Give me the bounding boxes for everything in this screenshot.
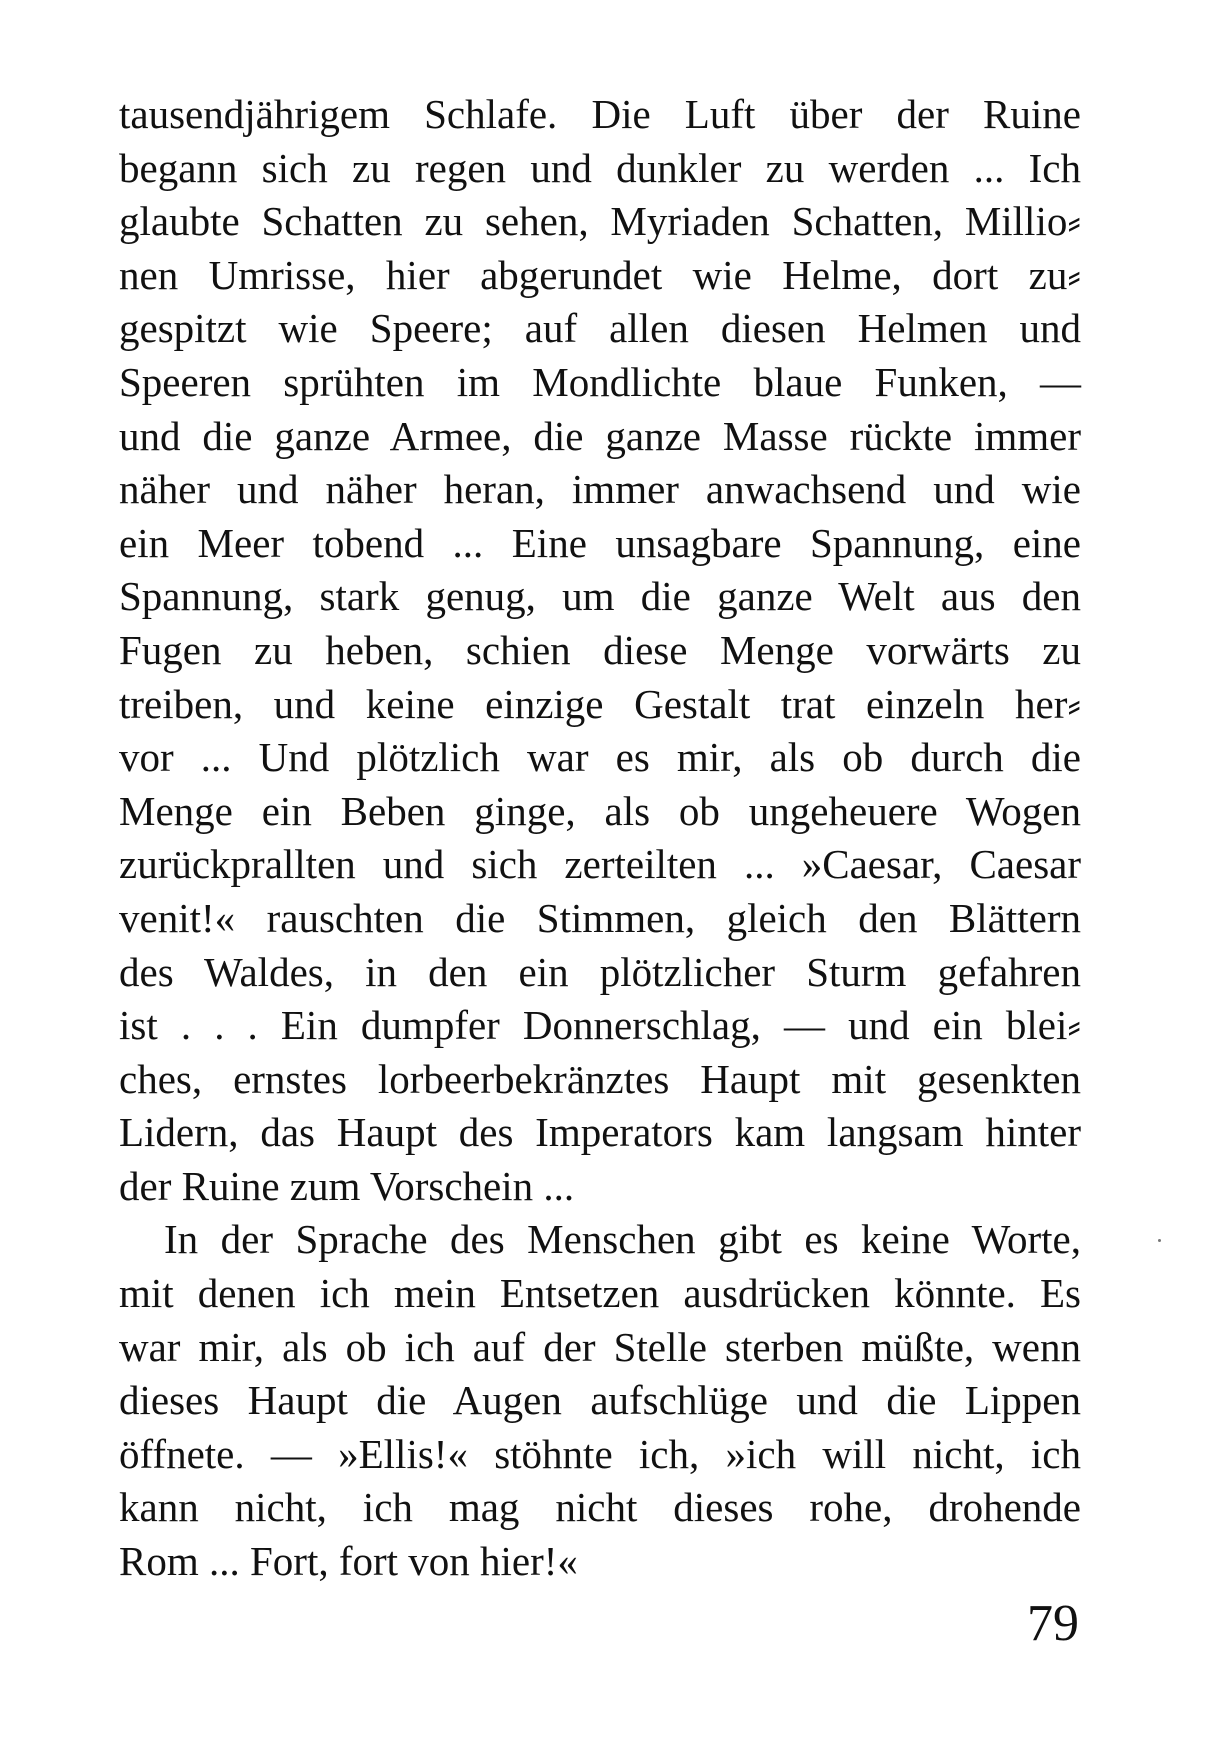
text-line: glaubte Schatten zu sehen, Myriaden Schatten, Millio⸗ bbox=[119, 198, 1081, 245]
text-line: mit denen ich mein Entsetzen ausdrücken könnte. Es bbox=[119, 1270, 1081, 1317]
text-line: der Ruine zum Vorschein ... bbox=[119, 1162, 575, 1209]
text-line: Spannung, stark genug, um die ganze Welt aus den bbox=[119, 573, 1081, 620]
text-line: und die ganze Armee, die ganze Masse rückte immer bbox=[119, 412, 1081, 459]
text-line: näher und näher heran, immer anwachsend und wie bbox=[119, 466, 1081, 513]
paragraph-1 bbox=[119, 88, 1081, 1213]
text-line: ches, ernstes lorbeerbekränztes Haupt mit gesenkten bbox=[119, 1055, 1081, 1102]
text-line: Menge ein Beben ginge, als ob ungeheuere Wogen bbox=[119, 787, 1081, 834]
text-line: Lidern, das Haupt des Imperators kam langsam hinter bbox=[119, 1109, 1081, 1156]
text-line: tausendjährigem Schlafe. Die Luft über der Ruine bbox=[119, 91, 1081, 137]
text-line: treiben, und keine einzige Gestalt trat einzeln her⸗ bbox=[119, 680, 1081, 727]
text-line: Speeren sprühten im Mondlichte blaue Funken, — bbox=[119, 358, 1081, 405]
paragraph-2 bbox=[119, 1213, 1081, 1588]
text-line: des Waldes, in den ein plötzlicher Sturm gefahren bbox=[119, 948, 1081, 995]
text-line: war mir, als ob ich auf der Stelle sterben müßte, wenn bbox=[119, 1323, 1081, 1370]
text-line: nen Umrisse, hier abgerundet wie Helme, dort zu⸗ bbox=[119, 251, 1081, 298]
text-line: venit!« rauschten die Stimmen, gleich den Blättern bbox=[119, 894, 1081, 941]
text-line: vor ... Und plötzlich war es mir, als ob durch die bbox=[119, 734, 1081, 781]
text-line: kann nicht, ich mag nicht dieses rohe, drohende bbox=[119, 1484, 1081, 1531]
text-line: gespitzt wie Speere; auf allen diesen Helmen und bbox=[119, 305, 1081, 352]
page-number: 79 bbox=[1027, 1595, 1079, 1652]
text-line: öffnete. — »Ellis!« stöhnte ich, »ich will nicht, ich bbox=[119, 1430, 1081, 1477]
body-text bbox=[119, 88, 1081, 1589]
paper-speck bbox=[1158, 1239, 1161, 1242]
text-line: begann sich zu regen und dunkler zu werden ... Ich bbox=[119, 144, 1081, 191]
text-line: Rom ... Fort, fort von hier!« bbox=[119, 1538, 578, 1585]
text-line: ist . . . Ein dumpfer Donnerschlag, — und ein blei⸗ bbox=[119, 1002, 1081, 1049]
text-line: zurückprallten und sich zerteilten ... »Caesar, Caesar bbox=[119, 841, 1081, 888]
text-line: ein Meer tobend ... Eine unsagbare Spannung, eine bbox=[119, 519, 1081, 566]
text-line: In der Sprache des Menschen gibt es keine Worte, bbox=[164, 1216, 1081, 1263]
text-line: Fugen zu heben, schien diese Menge vorwärts zu bbox=[119, 626, 1081, 673]
text-line: dieses Haupt die Augen aufschlüge und die Lippen bbox=[119, 1377, 1081, 1424]
